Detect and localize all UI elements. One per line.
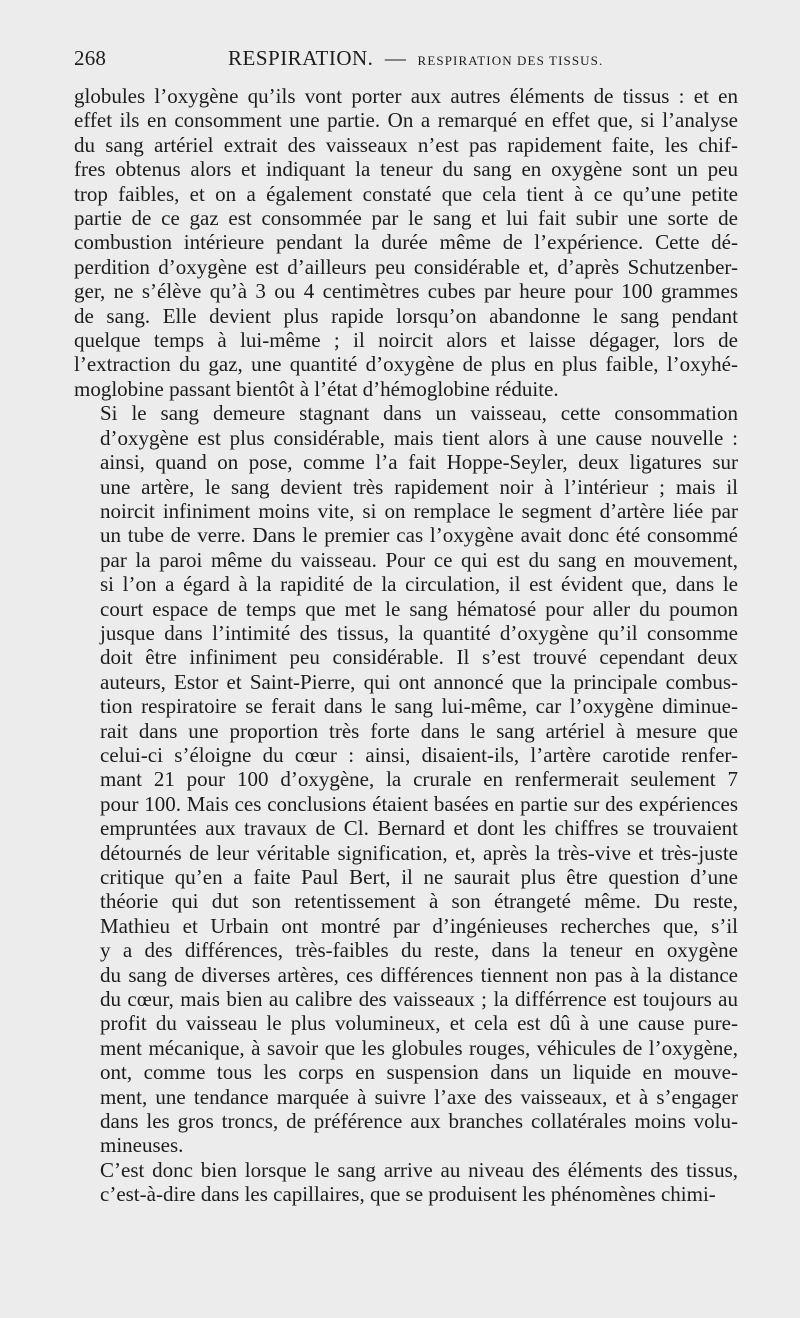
text-line: partie de ce gaz est consommée par le sang et lui fait subir une sorte de [74,206,738,231]
text-line: court espace de temps que met le sang hématosé pour aller du poumon [100,596,738,621]
paragraph [74,401,738,1158]
text-line: une artère, le sang devient très rapidement noir à l’intérieur ; mais il [100,474,738,499]
text-line: c’est-à-dire dans les capillaires, que se produisent les phénomènes chimi- [100,1182,716,1207]
text-line: noircit infiniment moins vite, si on remplace le segment d’artère liée par [100,498,738,523]
text-line: y a des différences, très-faibles du reste, dans la teneur en oxygène [100,938,738,963]
paragraph [74,1158,738,1207]
text-line: ger, ne s’élève qu’à 3 ou 4 centimètres cubes par heure pour 100 grammes [74,279,738,304]
text-line: doit être infiniment peu considérable. Il s’est trouvé cependant deux [100,645,738,670]
text-line: ont, comme tous les corps en suspension dans un liquide en mouve- [100,1060,738,1085]
text-line: ainsi, quand on pose, comme l’a fait Hoppe-Seyler, deux ligatures sur [100,450,738,475]
text-line: ment mécanique, à savoir que les globules rouges, véhicules de l’oxygène, [100,1035,738,1060]
text-line: théorie qui dut son retentissement à son étrangeté même. Du reste, [100,889,738,914]
text-line: Mathieu et Urbain ont montré par d’ingénieuses recherches que, s’il [100,913,738,938]
text-line: du sang artériel extrait des vaisseaux n’est pas rapidement faite, les chif- [74,132,738,157]
text-line: d’oxygène est plus considérable, mais tient alors à une cause nouvelle : [100,425,738,450]
text-line: C’est donc bien lorsque le sang arrive au niveau des éléments des tissus, [100,1157,738,1182]
section-title: RESPIRATION DES TISSUS. [417,53,604,68]
page-number: 268 [74,46,107,70]
text-line: ment, une tendance marquée à suivre l’axe des vaisseaux, et à s’engager [100,1084,738,1109]
text-line: par la paroi même du vaisseau. Pour ce qui est du sang en mouvement, [100,547,738,572]
title-separator: — [384,46,407,70]
paragraph [74,84,738,401]
text-line: un tube de verre. Dans le premier cas l’oxygène avait donc été consommé [100,523,738,548]
text-line: rait dans une proportion très forte dans le sang artériel à mesure que [100,718,738,743]
text-line: critique qu’en a faite Paul Bert, il ne saurait plus être question d’une [100,865,738,889]
text-line: mineuses. [100,1133,184,1158]
text-line: celui-ci s’éloigne du cœur : ainsi, disaient-ils, l’artère carotide renfer- [100,742,738,767]
text-line: si l’on a égard à la rapidité de la circulation, il est évident que, dans le [100,572,738,597]
text-line: du cœur, mais bien au calibre des vaisseaux ; la différrence est toujours au [100,987,738,1012]
text-line: auteurs, Estor et Saint-Pierre, qui ont annoncé que la principale combus- [100,669,738,694]
chapter-title: RESPIRATION. [228,46,374,70]
text-line: l’extraction du gaz, une quantité d’oxygène de plus en plus faible, l’oxyhé- [74,352,738,377]
text-line: moglobine passant bientôt à l’état d’hémoglobine réduite. [74,376,559,401]
text-line: Si le sang demeure stagnant dans un vaisseau, cette consommation [100,401,738,426]
text-line: jusque dans l’intimité des tissus, la quantité d’oxygène qu’il consomme [100,620,738,645]
text-line: trop faibles, et on a également constaté que cela tient à ce qu’une petite [74,181,738,206]
text-line: perdition d’oxygène est d’ailleurs peu considérable et, d’après Schutzenber- [74,254,738,279]
text-line: mant 21 pour 100 d’oxygène, la crurale en renfermerait seulement 7 [100,767,738,792]
text-line: globules l’oxygène qu’ils vont porter aux autres éléments de tissus : et en [74,84,738,108]
text-line: du sang de diverses artères, ces différences tiennent non pas à la distance [100,962,738,987]
text-line: de sang. Elle devient plus rapide lorsqu’on abandonne le sang pendant [74,303,738,328]
text-line: profit du vaisseau le plus volumineux, et cela est dû à une cause pure- [100,1011,738,1036]
text-line: tion respiratoire se ferait dans le sang lui-même, car l’oxygène diminue- [100,694,738,719]
running-title [228,46,603,71]
text-line: dans les gros troncs, de préférence aux branches collatérales moins volu- [100,1109,738,1134]
text-line: fres obtenus alors et indiquant la teneur du sang en oxygène sont un peu [74,157,738,182]
text-line: empruntées aux travaux de Cl. Bernard et dont les chiffres se trouvaient [100,816,738,841]
text-line: quelque temps à lui-même ; il noircit alors et laisse dégager, lors de [74,328,738,353]
text-line: effet ils en consomment une partie. On a remarqué en effet que, si l’analyse [74,108,738,133]
body-text [74,84,738,1207]
text-line: détournés de leur véritable signification, et, après la très-vive et très-juste [100,840,738,865]
running-header [74,44,738,76]
text-line: pour 100. Mais ces conclusions étaient basées en partie sur des expériences [100,791,738,816]
text-line: combustion intérieure pendant la durée même de l’expérience. Cette dé- [74,230,738,255]
